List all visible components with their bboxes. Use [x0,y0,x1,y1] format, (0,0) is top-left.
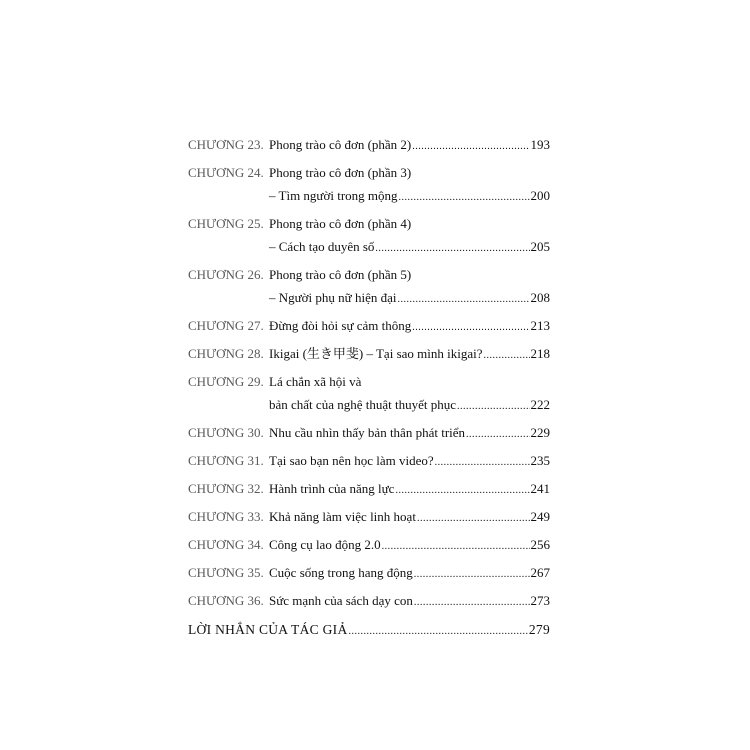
toc-entry [188,506,550,529]
toc-line [188,590,550,613]
chapter-title: Phong trào cô đơn (phần 4) [269,216,412,231]
chapter-title: Đừng đòi hỏi sự cảm thông [269,318,412,333]
toc-line [188,343,550,366]
chapter-page-number: 193 [530,137,550,152]
dot-leader [457,396,530,417]
chapter-number: CHƯƠNG 31. [188,453,264,468]
chapter-page-number: 267 [530,565,550,580]
toc-line [188,478,550,501]
toc-line [188,287,550,310]
dot-leader [395,480,529,501]
toc-entry [188,213,550,259]
toc-line [188,134,550,157]
toc-line [188,506,550,529]
chapter-page-number: 273 [530,593,550,608]
toc-line [188,162,550,185]
chapter-number: CHƯƠNG 26. [188,267,264,282]
dot-leader [399,187,530,208]
chapter-number: CHƯƠNG 30. [188,425,264,440]
toc-line [188,185,550,208]
chapter-number: CHƯƠNG 29. [188,374,264,389]
dot-leader [466,424,529,445]
chapter-title: Khả năng làm việc linh hoạt [269,509,416,524]
dot-leader [412,136,529,157]
chapter-number: CHƯƠNG 32. [188,481,264,496]
dot-leader [414,592,530,613]
chapter-title: Công cụ lao động 2.0 [269,537,381,552]
chapter-title: Hành trình của năng lực [269,481,395,496]
chapter-page-number: 208 [530,290,550,305]
chapter-page-number: 222 [530,397,550,412]
toc-entry [188,534,550,557]
chapter-page-number: 241 [530,481,550,496]
chapter-title: Sức mạnh của sách dạy con [269,593,413,608]
toc-entry [188,264,550,310]
toc-entry [188,562,550,585]
chapter-number: CHƯƠNG 27. [188,318,264,333]
chapter-page-number: 256 [530,537,550,552]
chapter-title: Phong trào cô đơn (phần 3) [269,165,412,180]
dot-leader [414,564,530,585]
chapter-page-number: 218 [530,346,550,361]
chapter-title: bản chất của nghệ thuật thuyết phục [269,397,456,412]
chapter-number: CHƯƠNG 33. [188,509,264,524]
chapter-title: Lá chắn xã hội và [269,374,362,389]
afterword-page-number: 279 [528,622,550,637]
dot-leader [484,345,530,366]
chapter-number: CHƯƠNG 25. [188,216,264,231]
toc-line [188,264,550,287]
dot-leader [412,317,529,338]
dot-leader [382,536,530,557]
toc-entry [188,343,550,366]
chapter-title: – Tìm người trong mộng [269,188,398,203]
toc-entry [188,371,550,417]
toc-line [188,450,550,473]
toc-entry [188,162,550,208]
toc-line [188,422,550,445]
afterword-title: LỜI NHẮN CỦA TÁC GIẢ [188,622,348,637]
chapter-number: CHƯƠNG 24. [188,165,264,180]
chapter-page-number: 213 [530,318,550,333]
chapter-page-number: 229 [530,425,550,440]
toc-line [188,315,550,338]
table-of-contents [188,134,550,642]
chapter-title: Tại sao bạn nên học làm video? [269,453,434,468]
chapter-number: CHƯƠNG 35. [188,565,264,580]
dot-leader [375,238,529,259]
chapter-number: CHƯƠNG 36. [188,593,264,608]
chapter-title: Nhu cầu nhìn thấy bản thân phát triển [269,425,466,440]
chapter-title: Cuộc sống trong hang động [269,565,413,580]
toc-entry [188,450,550,473]
chapter-page-number: 205 [530,239,550,254]
toc-line [188,534,550,557]
dot-leader [349,621,528,642]
toc-line [188,394,550,417]
chapter-page-number: 235 [530,453,550,468]
dot-leader [417,508,530,529]
chapter-page-number: 200 [530,188,550,203]
toc-line [188,213,550,236]
toc-line [188,236,550,259]
chapter-title: – Cách tạo duyên số [269,239,375,254]
chapter-number: CHƯƠNG 28. [188,346,264,361]
toc-entry [188,134,550,157]
chapter-title: Phong trào cô đơn (phần 5) [269,267,412,282]
dot-leader [397,289,529,310]
toc-entry [188,422,550,445]
toc-entry [188,315,550,338]
toc-line [188,371,550,394]
toc-afterword [188,619,550,642]
chapter-title: Ikigai (生き甲斐) – Tại sao mình ikigai? [269,346,483,361]
chapter-number: CHƯƠNG 34. [188,537,264,552]
chapter-title: Phong trào cô đơn (phần 2) [269,137,412,152]
chapter-number: CHƯƠNG 23. [188,137,264,152]
toc-entries [188,134,550,613]
dot-leader [435,452,530,473]
toc-entry [188,478,550,501]
toc-line [188,562,550,585]
toc-entry [188,590,550,613]
chapter-title: – Người phụ nữ hiện đại [269,290,397,305]
chapter-page-number: 249 [530,509,550,524]
toc-line [188,619,550,642]
